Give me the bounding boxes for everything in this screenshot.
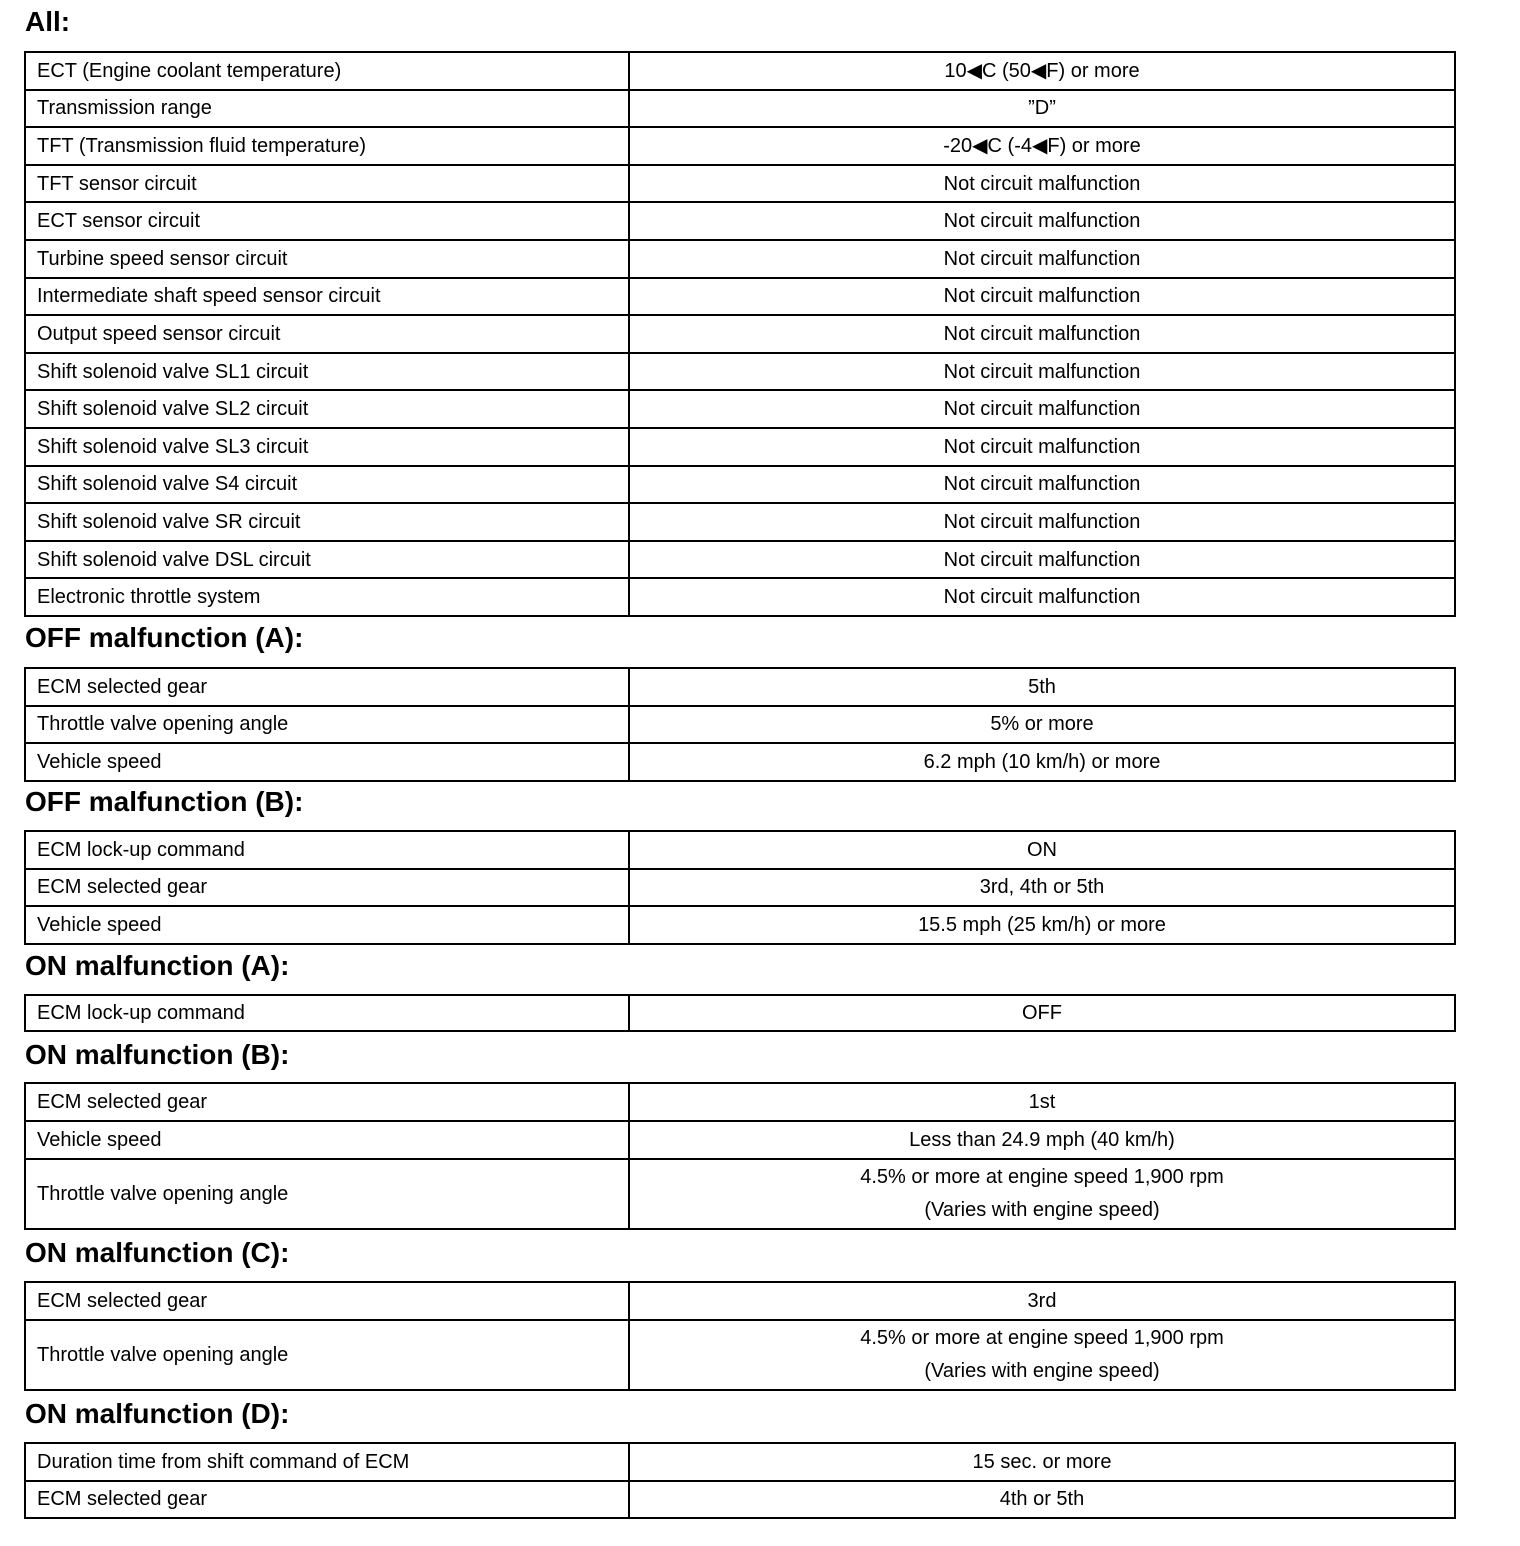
condition-value [629,202,1455,240]
condition-value-line: Not circuit malfunction [943,285,1141,308]
condition-value-line: 6.2 mph (10 km/h) or more [923,750,1161,773]
condition-value-line: OFF [1022,1002,1062,1024]
table-row [25,1481,1455,1519]
table-row [25,668,1455,706]
condition-value-line: Not circuit malfunction [943,360,1141,383]
table-row [25,1159,1455,1229]
condition-value-line: Not circuit malfunction [943,247,1141,270]
condition-value [629,1481,1455,1519]
table-row [25,165,1455,203]
condition-value [629,390,1455,428]
condition-value-line: 4.5% or more at engine speed 1,900 rpm [860,1327,1224,1349]
condition-value-line: 15.5 mph (25 km/h) or more [918,913,1166,936]
condition-label: Vehicle speed [25,1121,629,1159]
condition-value-line: 5% or more [990,713,1094,736]
condition-value [629,1083,1455,1121]
section-title: ON malfunction (D): [25,1398,290,1429]
condition-label: Transmission range [25,90,629,128]
condition-label: Throttle valve opening angle [25,1159,629,1229]
table-row [25,869,1455,907]
condition-value [629,578,1455,616]
condition-value-line: Less than 24.9 mph (40 km/h) [909,1129,1175,1151]
condition-table [24,994,1456,1032]
table-row [25,52,1455,90]
condition-label: ECM selected gear [25,869,629,907]
condition-value [629,52,1455,90]
condition-value [629,1282,1455,1320]
condition-table [24,1442,1456,1519]
table-row [25,90,1455,128]
table-row [25,1320,1455,1390]
condition-label: Intermediate shaft speed sensor circuit [25,278,629,316]
condition-value-line: Not circuit malfunction [943,435,1141,458]
condition-label: Throttle valve opening angle [25,706,629,744]
condition-value [629,466,1455,504]
condition-value [629,127,1455,165]
table-row [25,127,1455,165]
table-row [25,466,1455,504]
condition-value-line: 1st [1028,1091,1056,1113]
condition-table [24,667,1456,782]
condition-value-line: 3rd [1027,1290,1057,1312]
condition-value-line: ”D” [1028,97,1056,120]
condition-value [629,353,1455,391]
condition-table [24,51,1456,617]
table-row [25,428,1455,466]
condition-label: Vehicle speed [25,743,629,781]
section-title: OFF malfunction (A): [25,622,304,653]
table-row [25,315,1455,353]
condition-value-line: Not circuit malfunction [943,510,1141,533]
condition-value [629,165,1455,203]
condition-label: Output speed sensor circuit [25,315,629,353]
condition-value-line: 5th [1028,675,1056,698]
condition-label: Duration time from shift command of ECM [25,1443,629,1481]
condition-label: ECM lock-up command [25,995,629,1031]
condition-value-line: 15 sec. or more [972,1450,1112,1473]
condition-label: ECM selected gear [25,1481,629,1519]
condition-value-line: Not circuit malfunction [943,473,1141,496]
table-row [25,1083,1455,1121]
condition-value [629,503,1455,541]
condition-label: ECM selected gear [25,1282,629,1320]
condition-value-line: 4th or 5th [999,1488,1085,1511]
condition-value [629,1159,1455,1229]
table-row [25,1443,1455,1481]
condition-label: ECM lock-up command [25,831,629,869]
condition-label: Shift solenoid valve SL1 circuit [25,353,629,391]
condition-value [629,541,1455,579]
condition-value-line: Not circuit malfunction [943,548,1141,571]
condition-table [24,1281,1456,1391]
table-row [25,1121,1455,1159]
table-row [25,202,1455,240]
table-row [25,706,1455,744]
condition-value [629,869,1455,907]
condition-value-line: (Varies with engine speed) [924,1360,1160,1382]
condition-label: Shift solenoid valve SR circuit [25,503,629,541]
condition-value [629,906,1455,944]
table-row [25,278,1455,316]
table-row [25,240,1455,278]
condition-label: TFT (Transmission fluid temperature) [25,127,629,165]
condition-value [629,831,1455,869]
condition-label: ECM selected gear [25,1083,629,1121]
condition-value-line: 3rd, 4th or 5th [979,876,1105,899]
condition-value-line: (Varies with engine speed) [924,1199,1160,1221]
condition-label: Turbine speed sensor circuit [25,240,629,278]
condition-label: Electronic throttle system [25,578,629,616]
condition-value [629,995,1455,1031]
condition-label: Shift solenoid valve SL3 circuit [25,428,629,466]
table-row [25,503,1455,541]
condition-value-line: ON [1027,838,1057,861]
condition-label: ECT sensor circuit [25,202,629,240]
condition-value [629,315,1455,353]
condition-value-line: 4.5% or more at engine speed 1,900 rpm [860,1166,1224,1188]
table-row [25,390,1455,428]
table-row [25,906,1455,944]
table-row [25,541,1455,579]
condition-value-line: Not circuit malfunction [943,172,1141,195]
condition-value [629,743,1455,781]
condition-value [629,668,1455,706]
condition-table [24,830,1456,945]
condition-value-line: Not circuit malfunction [943,398,1141,421]
section-title: ON malfunction (A): [25,950,290,981]
condition-value-line: Not circuit malfunction [943,210,1141,233]
condition-label: Shift solenoid valve S4 circuit [25,466,629,504]
condition-label: Throttle valve opening angle [25,1320,629,1390]
condition-label: Shift solenoid valve SL2 circuit [25,390,629,428]
condition-value [629,706,1455,744]
section-title: All: [25,6,71,37]
condition-label: Vehicle speed [25,906,629,944]
section-title: ON malfunction (C): [25,1237,290,1268]
condition-value [629,428,1455,466]
condition-value-line: -20◀C (-4◀F) or more [943,134,1141,157]
table-row [25,743,1455,781]
section-title: ON malfunction (B): [25,1039,290,1070]
condition-value [629,240,1455,278]
table-row [25,1282,1455,1320]
condition-value [629,1121,1455,1159]
table-row [25,578,1455,616]
condition-value-line: Not circuit malfunction [943,586,1141,609]
condition-label: ECM selected gear [25,668,629,706]
table-row [25,831,1455,869]
section-title: OFF malfunction (B): [25,786,304,817]
condition-value [629,90,1455,128]
condition-value [629,1320,1455,1390]
table-row [25,353,1455,391]
condition-table [24,1082,1456,1230]
condition-label: Shift solenoid valve DSL circuit [25,541,629,579]
condition-value-line: Not circuit malfunction [943,322,1141,345]
table-row [25,995,1455,1031]
condition-value-line: 10◀C (50◀F) or more [944,59,1140,82]
condition-value [629,278,1455,316]
condition-value [629,1443,1455,1481]
condition-label: ECT (Engine coolant temperature) [25,52,629,90]
condition-label: TFT sensor circuit [25,165,629,203]
